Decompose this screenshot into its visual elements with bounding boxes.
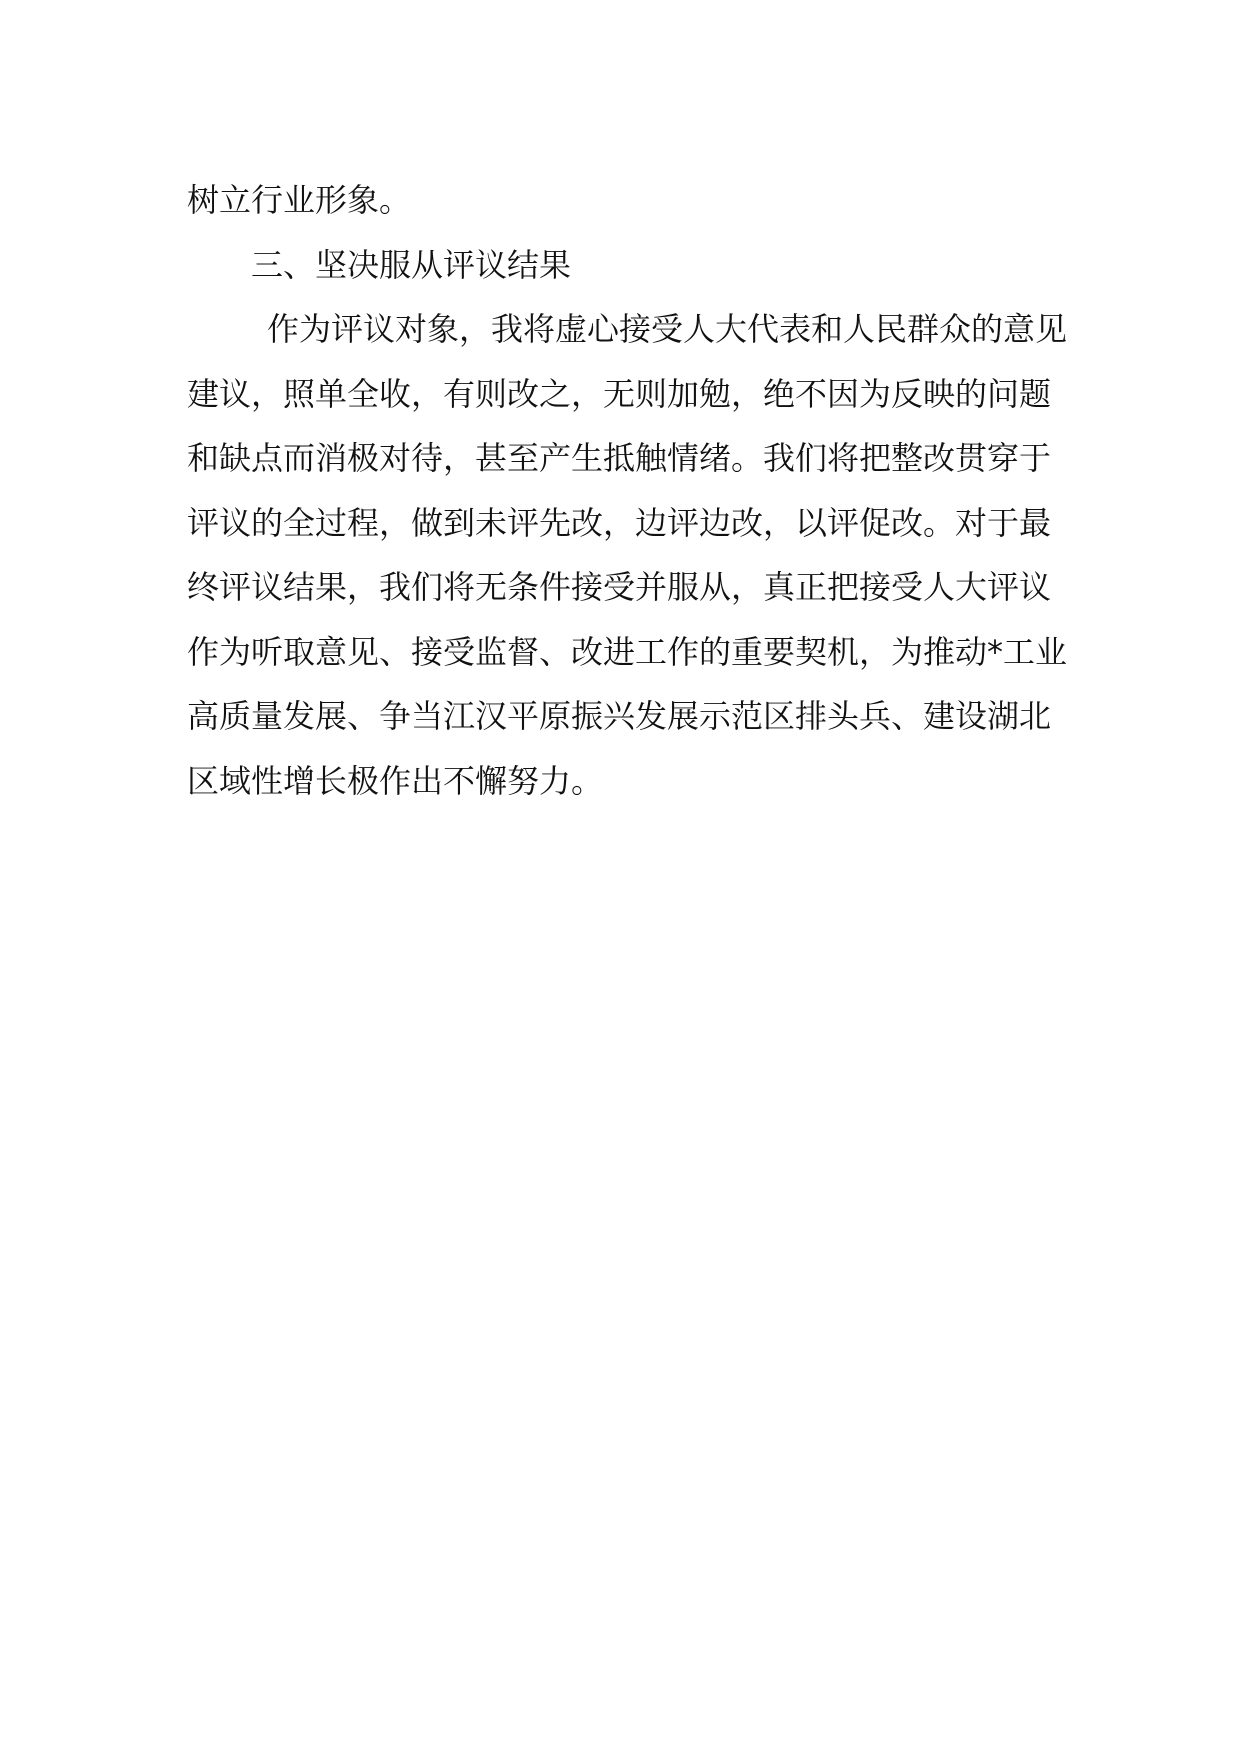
paragraph-line: 作为听取意见、接受监督、改进工作的重要契机，为推动*工业 — [187, 632, 1068, 671]
paragraph-line: 建议，照单全收，有则改之，无则加勉，绝不因为反映的问题 — [187, 374, 1052, 413]
paragraph-line: 和缺点而消极对待，甚至产生抵触情绪。我们将把整改贯穿于 — [187, 439, 1052, 477]
paragraph-continuation: 树立行业形象。 — [187, 181, 412, 219]
paragraph-line: 评议的全过程，做到未评先改，边评边改，以评促改。对于最 — [187, 503, 1052, 542]
paragraph-line: 终评议结果，我们将无条件接受并服从，真正把接受人大评议 — [187, 568, 1052, 606]
paragraph-line: 区域性增长极作出不懈努力。 — [187, 761, 604, 800]
document-body — [187, 168, 1067, 813]
section-heading: 三、坚决服从评议结果 — [251, 245, 572, 284]
paragraph-line: 高质量发展、争当江汉平原振兴发展示范区排头兵、建设湖北 — [187, 697, 1052, 735]
paragraph-line: 作为评议对象，我将虚心接受人大代表和人民群众的意见 — [267, 310, 1068, 348]
